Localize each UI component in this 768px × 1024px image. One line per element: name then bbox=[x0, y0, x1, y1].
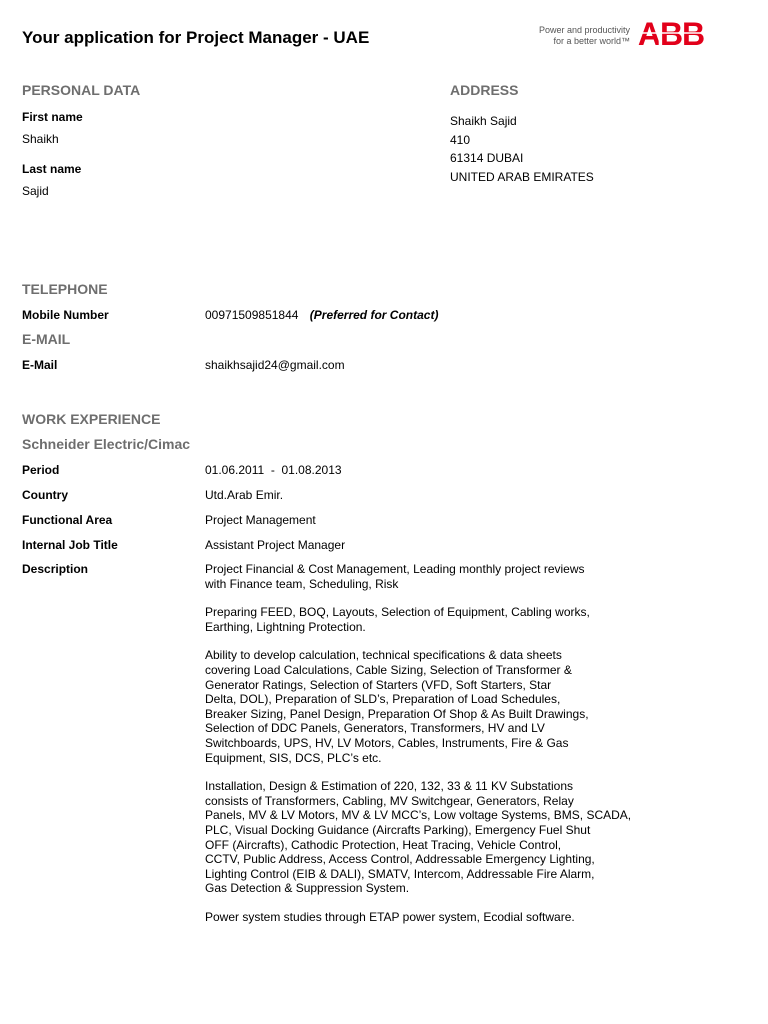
description-paragraph: Preparing FEED, BOQ, Layouts, Selection of Equipment, Cabling works, Earthing, Lightning Protection. bbox=[205, 605, 590, 634]
address-line: 410 bbox=[450, 132, 471, 147]
description-block bbox=[205, 562, 685, 938]
company-name: Schneider Electric/Cimac bbox=[22, 436, 191, 452]
abb-logo bbox=[636, 18, 706, 48]
email-label: E-Mail bbox=[22, 358, 58, 372]
email-value: shaikhsajid24@gmail.com bbox=[205, 358, 345, 372]
tagline-line-1: Power and productivity bbox=[538, 25, 630, 35]
first-name-label: First name bbox=[22, 110, 83, 124]
address-block bbox=[450, 112, 594, 186]
functional-area-value: Project Management bbox=[205, 513, 316, 527]
telephone-heading: TELEPHONE bbox=[22, 281, 108, 297]
work-experience-heading: WORK EXPERIENCE bbox=[22, 411, 161, 427]
functional-area-label: Functional Area bbox=[22, 513, 113, 527]
personal-data-heading: PERSONAL DATA bbox=[22, 82, 141, 98]
email-heading: E-MAIL bbox=[22, 331, 71, 347]
brand-tagline bbox=[518, 25, 630, 47]
abb-logo-text: ABB bbox=[637, 18, 705, 48]
address-line: 61314 DUBAI bbox=[450, 151, 524, 165]
job-title-label: Internal Job Title bbox=[22, 538, 118, 552]
mobile-number-label: Mobile Number bbox=[22, 308, 109, 322]
address-heading: ADDRESS bbox=[450, 82, 519, 98]
last-name-label: Last name bbox=[22, 162, 82, 176]
description-paragraph: Project Financial & Cost Management, Leading monthly project reviews with Finance team, Scheduling, Risk bbox=[205, 562, 585, 591]
description-paragraph: Installation, Design & Estimation of 220, 132, 33 & 11 KV Substations consists of Transformers, Cabling, MV Switchgear, Generators, Relay Panels, MV & LV Motors, MV & LV MCC’s, Low voltage Systems, BMS, SCADA, PLC, Visual Docking Guidance (Aircrafts Parking), Emergency Fuel Shut OFF (Aircrafts), Cathodic Protection, Heat Tracing, Vehicle Control, CCTV, Public Address, Access Control, Addressable Emergency Lighting, Lighting Control (EIB & DALI), SMATV, Intercom, Addressable Fire Alarm, Gas Detection & Suppression System. bbox=[205, 779, 632, 896]
preferred-contact-note: (Preferred for Contact) bbox=[309, 308, 439, 322]
address-line: Shaikh Sajid bbox=[450, 114, 517, 128]
description-paragraph: Power system studies through ETAP power system, Ecodial software. bbox=[205, 909, 575, 924]
country-value: Utd.Arab Emir. bbox=[205, 488, 284, 502]
period-label: Period bbox=[22, 463, 60, 477]
mobile-number-value: 00971509851844 bbox=[205, 308, 299, 322]
period-value: 01.06.2011 - 01.08.2013 bbox=[205, 463, 342, 477]
first-name-value: Shaikh bbox=[22, 132, 59, 146]
address-line: UNITED ARAB EMIRATES bbox=[450, 169, 594, 184]
description-paragraph: Ability to develop calculation, technical specifications & data sheets covering Load Calculations, Cable Sizing, Selection of Transformer & Generator Ratings, Selection of Starters (VFD, Soft Starters, Star Delta, DOL), Preparation of SLD’s, Preparation of Load Schedules, Breaker Sizing, Panel Design, Preparation Of Shop & As Built Drawings, Selection of DDC Panels, Generators, Transformers, HV and LV Switchboards, UPS, HV, LV Motors, Cables, Instruments, Fire & Gas Equipment, SIS, DCS, PLC’s etc. bbox=[205, 648, 589, 765]
description-label: Description bbox=[22, 562, 89, 576]
mobile-number-row bbox=[205, 308, 438, 322]
last-name-value: Sajid bbox=[22, 184, 49, 198]
page-title: Your application for Project Manager - UAE bbox=[22, 28, 370, 47]
country-label: Country bbox=[22, 488, 68, 502]
tagline-line-2: for a better world™ bbox=[553, 36, 630, 46]
job-title-value: Assistant Project Manager bbox=[205, 538, 346, 552]
